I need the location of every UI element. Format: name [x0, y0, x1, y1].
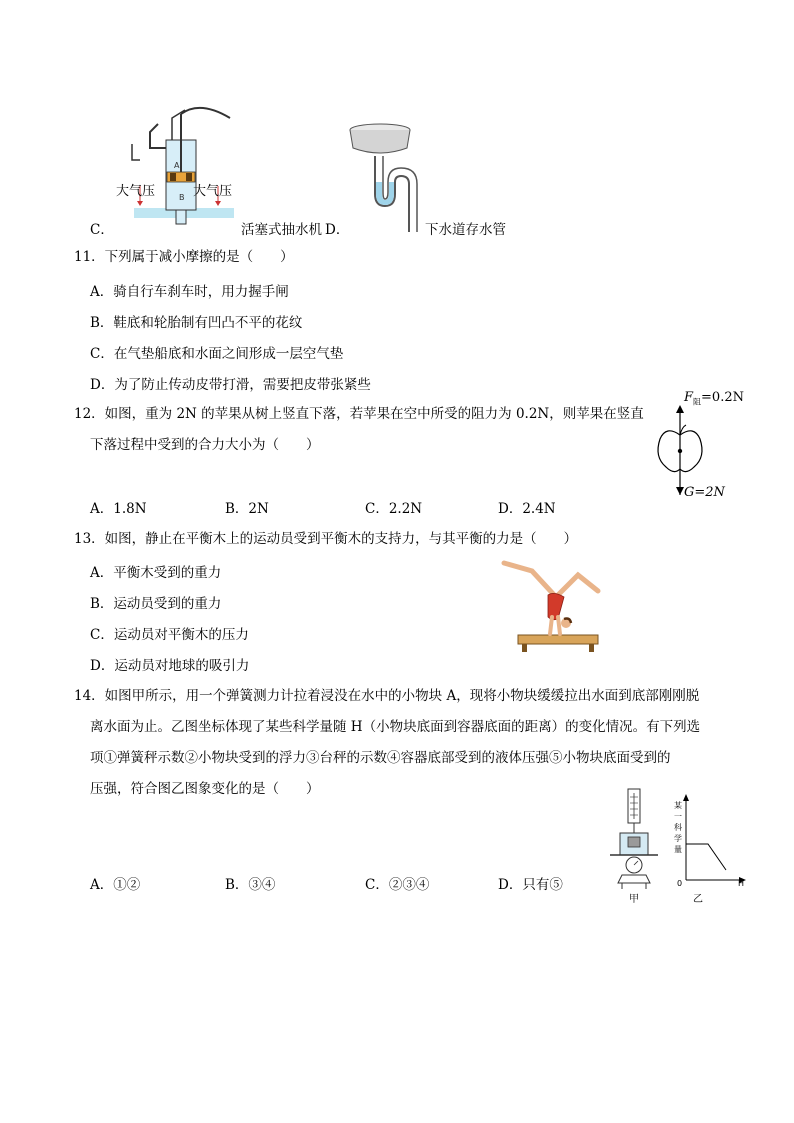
figure-jia-label: 甲 — [629, 894, 639, 905]
q14-stem-line3: 项①弹簧秤示数②小物块受到的浮力③台秤的示数④容器底部受到的液体压强⑤小物块底面受到的 — [90, 750, 671, 766]
q14-stem-line4: 压强，符合图乙图象变化的是（ ） — [90, 781, 320, 797]
valve-a-label: A — [174, 161, 180, 170]
q14-option-a[interactable]: A．①② — [90, 877, 141, 893]
graph-yi — [680, 792, 750, 888]
q12-option-c[interactable]: C．2.2N — [365, 501, 423, 517]
q11-stem: 11．下列属于减小摩擦的是（ ） — [74, 249, 294, 265]
q12-option-d[interactable]: D．2.4N — [498, 501, 556, 517]
q12-stem-line1: 12．如图，重为 2N 的苹果从树上竖直下落，若苹果在空中所受的阻力为 0.2N，则苹果在竖直 — [74, 406, 644, 422]
q12-figure-friction-label: $F_阻=0.2N$ — [684, 390, 744, 407]
spring-scale-figure — [606, 787, 662, 899]
q10-c-letter: C． — [90, 222, 114, 238]
valve-b-label: B — [179, 193, 185, 202]
q13-option-a[interactable]: A．平衡木受到的重力 — [90, 565, 222, 581]
q11-option-a[interactable]: A．骑自行车刹车时，用力握手闸 — [90, 284, 289, 300]
drain-trap-figure — [345, 122, 430, 237]
q10-d-letter: D． — [325, 222, 350, 238]
pump-figure — [110, 100, 250, 230]
q13-option-c[interactable]: C．运动员对平衡木的压力 — [90, 627, 249, 643]
q13-stem: 13．如图，静止在平衡木上的运动员受到平衡木的支持力，与其平衡的力是（ ） — [74, 531, 578, 547]
balance-beam — [518, 635, 598, 644]
q10-c-caption: 活塞式抽水机 — [241, 222, 322, 238]
q10-d-caption: 下水道存水管 — [425, 222, 506, 238]
q14-option-d[interactable]: D．只有⑤ — [498, 877, 563, 893]
figure-yi-label: 乙 — [693, 894, 703, 905]
q11-option-d[interactable]: D．为了防止传动皮带打滑，需要把皮带张紧些 — [90, 377, 371, 393]
graph-origin-label: 0 — [677, 879, 683, 888]
q14-option-c[interactable]: C．②③④ — [365, 877, 430, 893]
q13-option-d[interactable]: D．运动员对地球的吸引力 — [90, 658, 250, 674]
graph-line — [686, 844, 726, 870]
graph-y-axis-label: 某 一 科 学 量 — [674, 801, 682, 854]
gymnast-figure — [498, 557, 610, 655]
q13-option-b[interactable]: B．运动员受到的重力 — [90, 596, 222, 612]
q12-option-a[interactable]: A．1.8N — [90, 501, 147, 517]
q12-figure-gravity-label: G=2N — [684, 485, 725, 500]
pump-label-left: 大气压 — [116, 184, 156, 199]
q14-option-b[interactable]: B．③④ — [225, 877, 276, 893]
q11-option-c[interactable]: C．在气垫船底和水面之间形成一层空气垫 — [90, 346, 344, 362]
pump-label-right: 大气压 — [193, 184, 233, 199]
q14-stem-line1: 14．如图甲所示，用一个弹簧测力计拉着浸没在水中的小物块 A，现将小物块缓缓拉出水面到底部刚刚脱 — [74, 688, 700, 704]
graph-x-axis-label: H — [738, 879, 745, 888]
q12-option-b[interactable]: B．2N — [225, 501, 269, 517]
q14-stem-line2: 离水面为止。乙图坐标体现了某些科学量随 H（小物块底面到容器底面的距离）的变化情况。有下列选 — [90, 719, 701, 735]
q11-option-b[interactable]: B．鞋底和轮胎制有凹凸不平的花纹 — [90, 315, 303, 331]
q12-stem-line2: 下落过程中受到的合力大小为（ ） — [90, 437, 320, 453]
block-a — [628, 837, 640, 847]
apple-figure — [652, 405, 712, 495]
